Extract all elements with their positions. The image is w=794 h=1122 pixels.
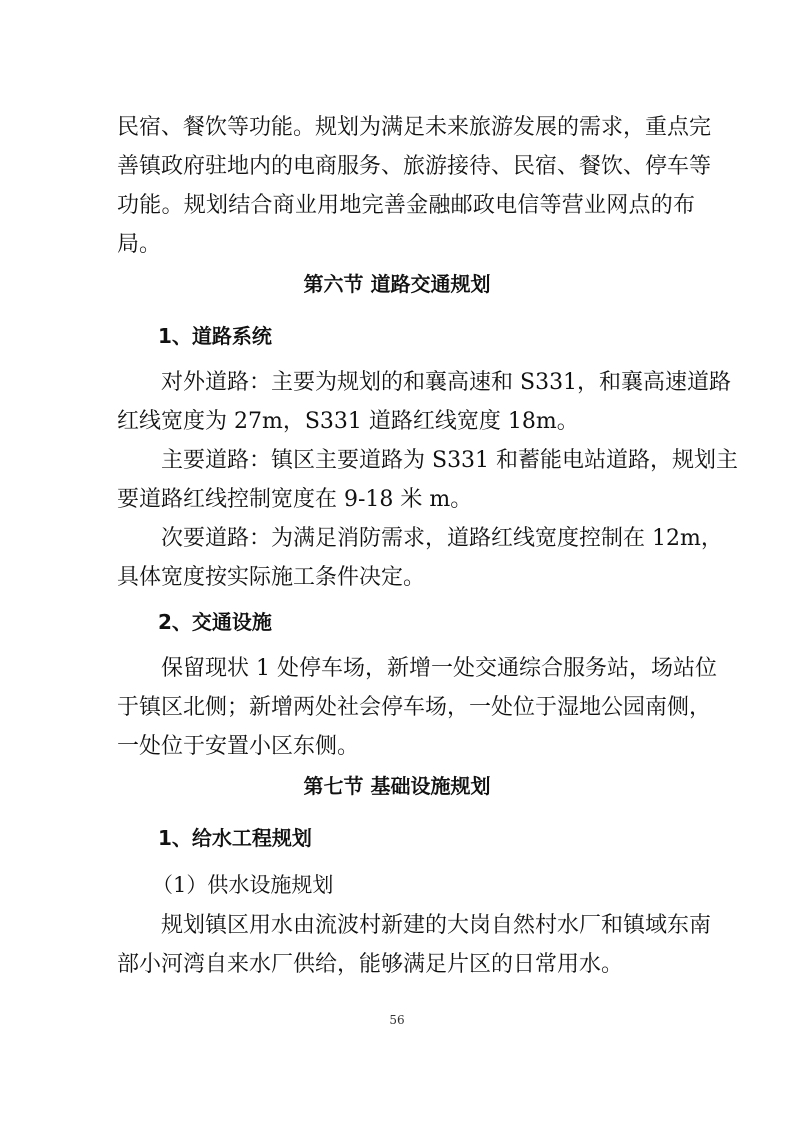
paragraph-line: 功能。规划结合商业用地完善金融邮政电信等营业网点的布	[117, 193, 695, 218]
paragraph-line: 主要道路：镇区主要道路为 S331 和蓄能电站道路，规划主	[161, 448, 739, 473]
paragraph-line: 一处位于安置小区东侧。	[117, 734, 360, 759]
paragraph-line: 具体宽度按实际施工条件决定。	[117, 565, 426, 590]
paragraph-line: 对外道路：主要为规划的和襄高速和 S331，和襄高速道路	[161, 370, 732, 395]
paragraph-line: 规划镇区用水由流波村新建的大岗自然村水厂和镇域东南	[161, 913, 712, 938]
paragraph-line: 部小河湾自来水厂供给，能够满足片区的日常用水。	[117, 952, 624, 977]
paragraph-line: 次要道路：为满足消防需求，道路红线宽度控制在 12m，	[161, 526, 723, 551]
subsection-heading: 1、给水工程规划	[158, 826, 312, 850]
paragraph-line: 红线宽度为 27m，S331 道路红线宽度 18m。	[117, 409, 579, 434]
paragraph-line: 要道路红线控制宽度在 9-18 米 m。	[117, 487, 473, 512]
page-number: 56	[389, 1013, 405, 1027]
subsection-heading: 2、交通设施	[158, 610, 272, 634]
paragraph-line: 保留现状 1 处停车场，新增一处交通综合服务站，场站位	[161, 656, 717, 681]
sub-subsection-heading: （1）供水设施规划	[152, 873, 334, 897]
subsection-heading: 1、道路系统	[158, 324, 272, 348]
section-title: 第七节 基础设施规划	[303, 774, 491, 798]
paragraph-line: 于镇区北侧；新增两处社会停车场，一处位于湿地公园南侧，	[117, 695, 712, 720]
paragraph-line: 善镇政府驻地内的电商服务、旅游接待、民宿、餐饮、停车等	[117, 154, 712, 179]
paragraph-line: 局。	[117, 232, 162, 257]
paragraph-line: 民宿、餐饮等功能。规划为满足未来旅游发展的需求，重点完	[117, 115, 712, 140]
section-title: 第六节 道路交通规划	[303, 272, 491, 296]
